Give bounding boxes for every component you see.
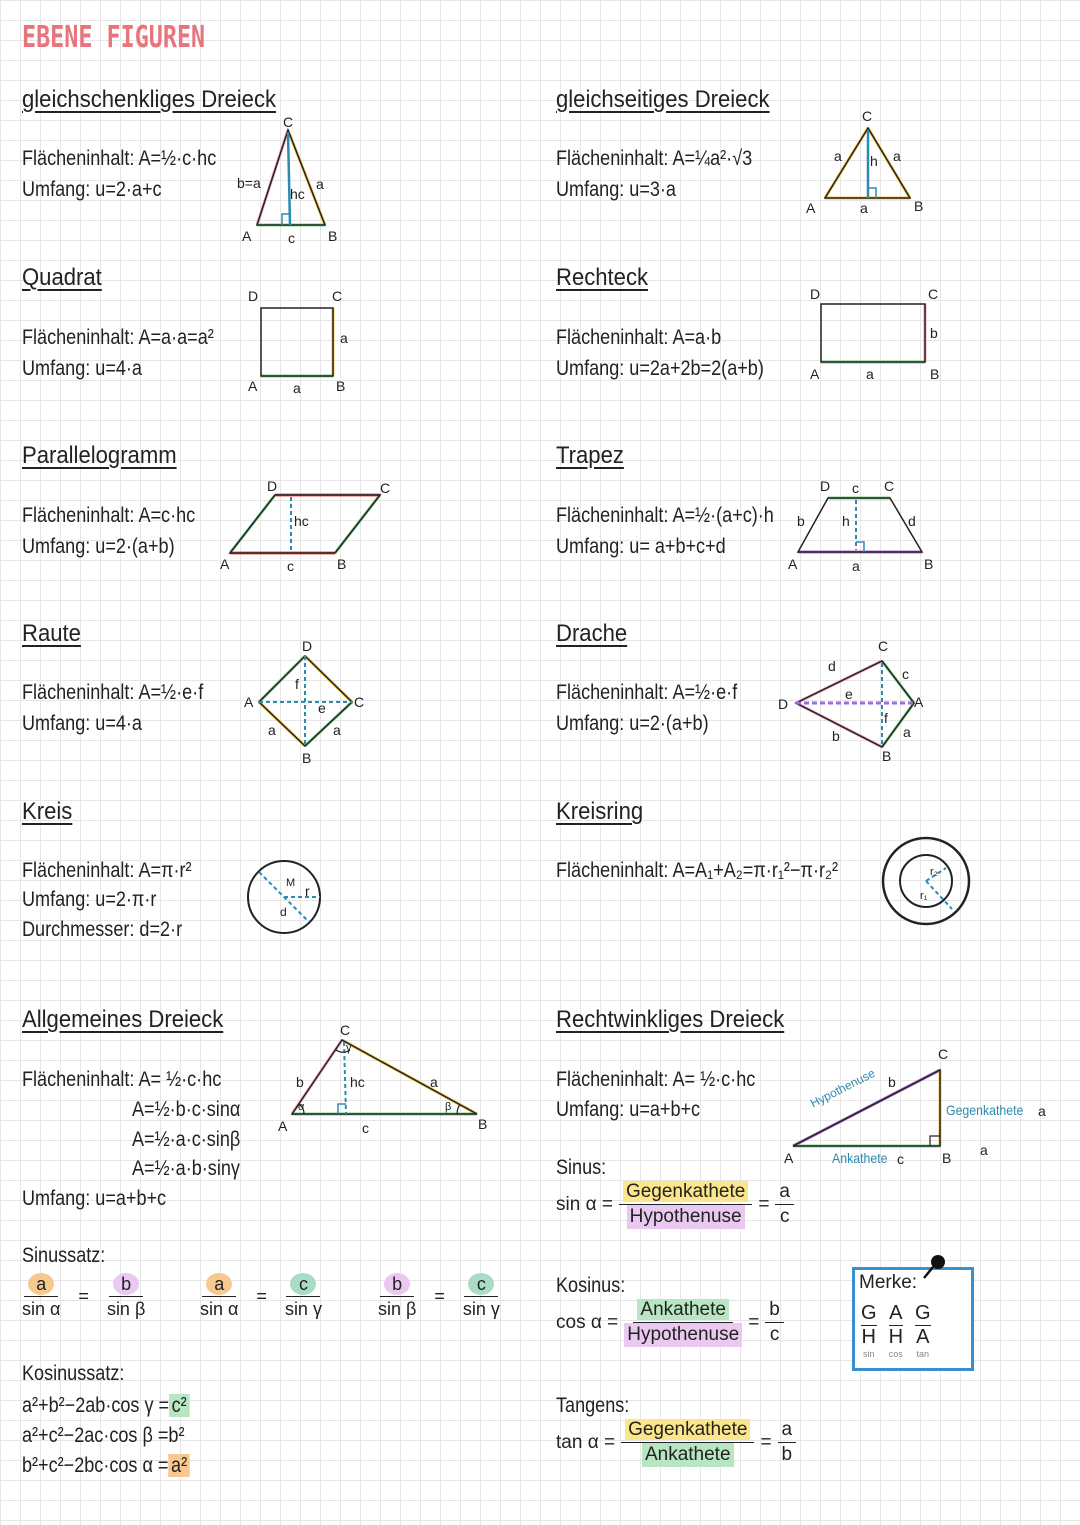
trapezoid-label-B: B (924, 556, 934, 572)
rhombus-label-a-left: a (268, 722, 276, 738)
parallelogram-figure (225, 485, 395, 565)
equilateral-label-C: C (862, 108, 873, 124)
trapezoid-label-b: b (797, 513, 805, 529)
kite-label-c: c (902, 666, 909, 682)
general-label-c: c (362, 1120, 369, 1136)
general-label-A: A (278, 1118, 288, 1134)
kite-heading: Drache (556, 620, 628, 647)
trapezoid-label-D: D (820, 478, 831, 494)
rectangle-area: Flächeninhalt: A=a·b (556, 326, 722, 349)
isosceles-label-c: c (288, 230, 295, 246)
circle-perimeter: Umfang: u=2·π·r (22, 888, 157, 911)
rectangle-label-C: C (928, 286, 939, 302)
rectangle-perimeter: Umfang: u=2a+2b=2(a+b) (556, 357, 764, 380)
isosceles-label-c-top: C (283, 114, 294, 130)
general-label-alpha: α (298, 1101, 305, 1113)
rectangle-label-B: B (930, 366, 940, 382)
trapezoid-heading: Trapez (556, 442, 624, 469)
trapezoid-label-c: c (852, 480, 859, 496)
general-label-h: hc (350, 1074, 365, 1090)
ring-label-r2: r₂ (930, 866, 938, 878)
square-label-C: C (332, 288, 343, 304)
square-figure (255, 300, 345, 390)
rectangle-label-a: a (866, 366, 874, 382)
general-area-line-2: A=½·b·c·sinα (132, 1098, 241, 1121)
right-label-b: b (888, 1074, 896, 1090)
general-label-gamma: γ (346, 1042, 352, 1054)
trapezoid-label-a: a (852, 558, 860, 574)
general-triangle-figure (282, 1032, 487, 1127)
general-area-line-4: A=½·a·b·sinγ (132, 1157, 240, 1180)
right-label-c: c (897, 1151, 904, 1167)
circle-label-M: M (286, 877, 296, 889)
trapezoid-perimeter: Umfang: u= a+b+c+d (556, 535, 726, 558)
square-perimeter: Umfang: u=4·a (22, 357, 142, 380)
trapezoid-label-d: d (908, 513, 916, 529)
ring-label-r1: r₁ (920, 890, 928, 902)
circle-diameter: Durchmesser: d=2·r (22, 918, 183, 941)
circle-heading: Kreis (22, 798, 73, 825)
general-label-beta: β (445, 1101, 452, 1113)
general-area-line-3: A=½·a·c·sinβ (132, 1128, 241, 1151)
kite-label-f: f (884, 710, 888, 726)
rhombus-heading: Raute (22, 620, 81, 647)
cosine-formula: cos α = $\frac{\text{Ankathete}}{\text{Hypothenuse}}$ = $\frac{b}{c}$ (556, 1298, 784, 1347)
circle-figure (245, 858, 325, 938)
general-triangle-heading: Allgemeines Dreieck (22, 1006, 224, 1033)
right-label-a-opp: a (1038, 1103, 1046, 1119)
right-triangle-heading: Rechtwinkliges Dreieck (556, 1006, 785, 1033)
isosceles-label-A: A (242, 228, 252, 244)
isosceles-label-B: B (328, 228, 338, 244)
equilateral-label-h: h (870, 153, 878, 169)
kite-area: Flächeninhalt: A=½·e·f (556, 681, 738, 704)
general-label-B: B (478, 1116, 488, 1132)
isosceles-label-h: hc (290, 186, 305, 202)
rhombus-label-f: f (295, 676, 299, 692)
rhombus-label-A: A (244, 694, 254, 710)
square-label-D: D (248, 288, 259, 304)
square-label-a-bottom: a (293, 380, 301, 396)
rhombus-label-D: D (302, 638, 313, 654)
merke-title: Merke: (859, 1272, 918, 1293)
rectangle-label-b: b (930, 325, 938, 341)
square-heading: Quadrat (22, 264, 102, 291)
rectangle-heading: Rechteck (556, 264, 649, 291)
parallelogram-label-C: C (380, 480, 391, 496)
isosceles-perimeter: Umfang: u=2·a+c (22, 178, 162, 201)
equilateral-label-a-right: a (893, 148, 901, 164)
kite-label-A: A (914, 694, 924, 710)
equilateral-label-A: A (806, 200, 816, 216)
square-label-A: A (248, 378, 258, 394)
sine-rule-title: Sinussatz: (22, 1244, 106, 1267)
kite-label-e: e (845, 686, 853, 702)
general-perimeter: Umfang: u=a+b+c (22, 1187, 167, 1210)
rhombus-area: Flächeninhalt: A=½·e·f (22, 681, 204, 704)
merke-box (852, 1267, 974, 1371)
parallelogram-label-D: D (267, 478, 278, 494)
parallelogram-label-h: hc (294, 513, 309, 529)
ring-figure (880, 835, 975, 930)
rhombus-label-C: C (354, 694, 365, 710)
parallelogram-area: Flächeninhalt: A=c·hc (22, 504, 196, 527)
parallelogram-label-A: A (220, 556, 230, 572)
sine-formula: sin α = $\frac{\text{Gegenkathete}}{\text{Hypothenuse}}$ = $\frac{a}{c}$ (556, 1180, 794, 1229)
parallelogram-heading: Parallelogramm (22, 442, 177, 469)
square-label-a-right: a (340, 330, 348, 346)
equilateral-perimeter: Umfang: u=3·a (556, 178, 676, 201)
parallelogram-label-B: B (337, 556, 347, 572)
tangent-title: Tangens: (556, 1394, 630, 1417)
rectangle-label-D: D (810, 286, 821, 302)
rhombus-perimeter: Umfang: u=4·a (22, 712, 142, 735)
circle-label-r: r (305, 883, 310, 899)
right-label-adj: Ankathete (832, 1150, 888, 1166)
isosceles-area: Flächeninhalt: A=½·c·hc (22, 147, 217, 170)
general-area-line-1: Flächeninhalt: A= ½·c·hc (22, 1068, 222, 1091)
right-label-hyp: Hypothenuse (808, 1065, 878, 1111)
ring-area: Flächeninhalt: A=A₁+A₂=π·r₁²−π·r₂² (556, 859, 839, 882)
general-label-C: C (340, 1022, 351, 1038)
trapezoid-label-A: A (788, 556, 798, 572)
cosine-title: Kosinus: (556, 1274, 626, 1297)
square-area: Flächeninhalt: A=a·a=a² (22, 326, 214, 349)
right-area: Flächeninhalt: A= ½·c·hc (556, 1068, 756, 1091)
trapezoid-label-C: C (884, 478, 895, 494)
right-label-C: C (938, 1046, 949, 1062)
trapezoid-label-h: h (842, 513, 850, 529)
right-label-opp: Gegenkathete (946, 1102, 1024, 1118)
cosine-rule-line-2: a²+c²−2ac·cos β =b² (22, 1424, 185, 1447)
rhombus-label-e: e (318, 700, 326, 716)
square-label-B: B (336, 378, 346, 394)
isosceles-label-b: b=a (237, 175, 261, 191)
cosine-rule-line-3: b²+c²−2bc·cos α = a² (22, 1450, 190, 1482)
sine-rule-pair-1: $\frac{a}{\text{sin α}}$ = $\frac{b}{\text{sin β}}$ (22, 1274, 146, 1319)
right-label-B: B (942, 1150, 952, 1166)
kite-perimeter: Umfang: u=2·(a+b) (556, 712, 709, 735)
kite-label-B: B (882, 748, 892, 764)
rhombus-label-B: B (302, 750, 312, 766)
kite-label-b: b (832, 728, 840, 744)
isosceles-heading: gleichschenkliges Dreieck (22, 86, 277, 113)
cosine-rule-line-1: a²+b²−2ab·cos γ = c² (22, 1390, 189, 1422)
general-label-b: b (296, 1074, 304, 1090)
page-title: EBENE FIGUREN (22, 20, 206, 55)
parallelogram-perimeter: Umfang: u=2·(a+b) (22, 535, 175, 558)
right-label-a: a (980, 1142, 988, 1158)
equilateral-label-a-bottom: a (860, 200, 868, 216)
rectangle-label-A: A (810, 366, 820, 382)
rhombus-label-a-right: a (333, 722, 341, 738)
ring-heading: Kreisring (556, 798, 644, 825)
kite-label-D: D (778, 696, 789, 712)
sine-rule-pair-2: $\frac{a}{\text{sin α}}$ = $\frac{c}{\text{sin γ}}$ (200, 1274, 322, 1319)
kite-label-d: d (828, 658, 836, 674)
circle-area: Flächeninhalt: A=π·r² (22, 859, 192, 882)
cosine-rule-title: Kosinussatz: (22, 1362, 125, 1385)
equilateral-area: Flächeninhalt: A=¼a²·√3 (556, 147, 753, 170)
sine-rule-pair-3: $\frac{b}{\text{sin β}}$ = $\frac{c}{\text{sin γ}}$ (378, 1274, 500, 1319)
equilateral-label-a-left: a (834, 148, 842, 164)
right-perimeter: Umfang: u=a+b+c (556, 1098, 701, 1121)
kite-label-C: C (878, 638, 889, 654)
sine-title: Sinus: (556, 1156, 607, 1179)
equilateral-heading: gleichseitiges Dreieck (556, 86, 770, 113)
merke-letters: G H sin A H cos G A tan (861, 1302, 931, 1359)
tangent-formula: tan α = $\frac{\text{Gegenkathete}}{\text{Ankathete}}$ = $\frac{a}{b}$ (556, 1418, 796, 1467)
parallelogram-label-c: c (287, 558, 294, 574)
pin-icon (920, 1252, 950, 1282)
general-label-a: a (430, 1074, 438, 1090)
equilateral-label-B: B (914, 198, 924, 214)
trapezoid-area: Flächeninhalt: A=½·(a+c)·h (556, 504, 774, 527)
kite-label-a: a (903, 724, 911, 740)
isosceles-label-a: a (316, 176, 324, 192)
circle-label-d: d (280, 905, 287, 919)
rectangle-figure (815, 296, 935, 371)
right-label-A: A (784, 1150, 794, 1166)
